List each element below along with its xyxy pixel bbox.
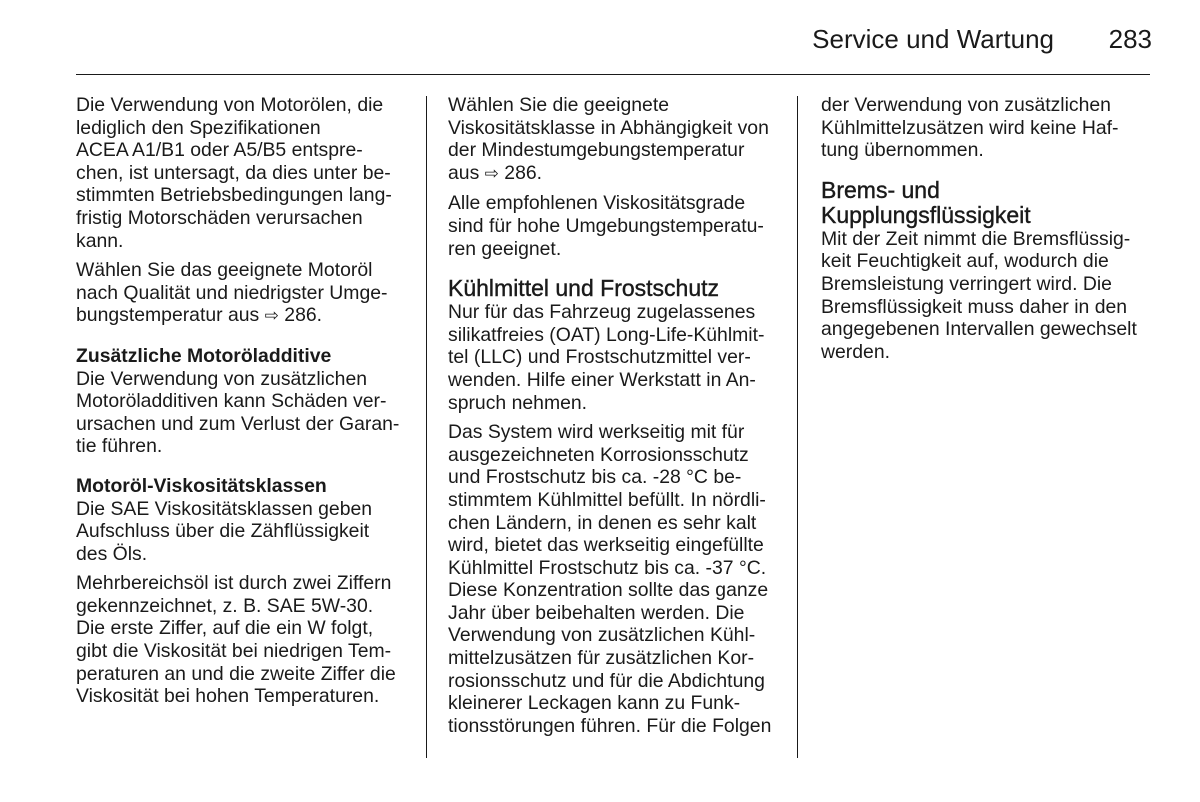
section-title: Service und Wartung	[812, 24, 1054, 54]
text-line: fristig Motorschäden verursachen	[76, 206, 363, 229]
text-line: tel (LLC) und Frostschutzmittel ver-	[448, 346, 751, 369]
text-fragment: aus	[448, 161, 480, 184]
paragraph-coolant-system	[448, 421, 784, 737]
heading-coolant-antifreeze: Kühlmittel und Frostschutz	[448, 275, 720, 302]
text-line: Verwendung von zusätzlichen Kühl-	[448, 624, 756, 647]
text-line: und Frostschutz bis ca. -28 °C be-	[448, 466, 742, 489]
paragraph-multigrade-oil	[76, 572, 410, 708]
text-line: stimmten Betriebsbedingungen lang-	[76, 184, 392, 207]
text-line: kleinerer Leckagen kann zu Funk-	[448, 692, 741, 715]
text-line: wird, bietet das werkseitig eingefüllte	[448, 534, 764, 557]
text-line: gibt die Viskosität bei niedrigen Tem-	[76, 640, 392, 663]
page-reference-arrow-icon: ⇨	[484, 163, 499, 183]
page-reference-link[interactable]: 286.	[504, 161, 543, 184]
column-3	[821, 94, 1153, 370]
text-line: sind für hohe Umgebungstemperatu-	[448, 214, 764, 237]
text-line: der Verwendung von zusätzlichen	[821, 94, 1111, 116]
text-line: Die Verwendung von zusätzlichen	[76, 367, 368, 390]
text-line: spruch nehmen.	[448, 391, 588, 414]
paragraph-choose-viscosity	[448, 94, 784, 185]
text-line: Motoröladditiven kann Schäden ver-	[76, 390, 387, 413]
text-line: Bremsleistung verringert wird. Die	[821, 272, 1112, 295]
column-divider-2	[797, 96, 798, 758]
text-line: chen, ist untersagt, da dies unter be-	[76, 161, 391, 184]
heading-brake-clutch-fluid	[821, 178, 1153, 228]
text-line: Die SAE Viskositätsklassen geben	[76, 497, 373, 520]
text-line: tionsstörungen führen. Für die Folgen	[448, 714, 772, 737]
paragraph-choose-oil	[76, 259, 410, 328]
subheading-viscosity-classes: Motoröl-Viskositätsklassen	[76, 474, 327, 497]
text-line: Kühlmittelzusätzen wird keine Haf-	[821, 116, 1119, 139]
text-line: Die erste Ziffer, auf die ein W folgt,	[76, 617, 374, 640]
paragraph-no-liability	[821, 94, 1153, 162]
text-line: lediglich den Spezifikationen	[76, 116, 321, 139]
text-line: silikatfreies (OAT) Long-Life-Kühlmit-	[448, 323, 765, 346]
paragraph-acea-restriction	[76, 94, 410, 252]
text-fragment: bungstemperatur aus	[76, 304, 260, 327]
text-line: tie führen.	[76, 435, 163, 458]
column-divider-1	[426, 96, 427, 758]
text-line	[76, 304, 410, 328]
text-line: Aufschluss über die Zähflüssigkeit	[76, 520, 370, 543]
text-line: peraturen an und die zweite Ziffer die	[76, 662, 396, 685]
column-1	[76, 94, 410, 715]
text-line	[448, 162, 784, 186]
text-line: Mehrbereichsöl ist durch zwei Ziffern	[76, 572, 392, 595]
text-line: Das System wird werkseitig mit für	[448, 421, 745, 444]
paragraph-brake-fluid	[821, 228, 1153, 364]
text-line: Nur für das Fahrzeug zugelassenes	[448, 301, 756, 324]
text-line: stimmtem Kühlmittel befüllt. In nördli-	[448, 488, 766, 511]
text-line: Viskositätsklasse in Abhängigkeit von	[448, 116, 769, 139]
text-line: tung übernommen.	[821, 139, 984, 162]
text-line: wenden. Hilfe einer Werkstatt in An-	[448, 368, 756, 391]
column-2	[448, 94, 784, 744]
paragraph-sae-classes	[76, 498, 410, 566]
page-number: 283	[1108, 24, 1152, 54]
header-divider	[76, 74, 1150, 75]
text-line: Bremsflüssigkeit muss daher in den	[821, 295, 1128, 318]
text-line: ren geeignet.	[448, 237, 562, 260]
text-line: der Mindestumgebungstemperatur	[448, 139, 745, 162]
text-line: Jahr über beibehalten werden. Die	[448, 601, 745, 624]
text-line: keit Feuchtigkeit auf, wodurch die	[821, 250, 1109, 273]
text-line: rosionsschutz und für die Abdichtung	[448, 669, 765, 692]
text-line: chen Ländern, in denen es sehr kalt	[448, 511, 757, 534]
paragraph-coolant-approved	[448, 301, 784, 414]
paragraph-recommended-grades	[448, 192, 784, 260]
text-line: Mit der Zeit nimmt die Bremsflüssig-	[821, 227, 1131, 250]
text-line: Wählen Sie die geeignete	[448, 94, 669, 116]
heading-line: Brems- und	[821, 176, 940, 203]
page-reference-link[interactable]: 286.	[284, 304, 323, 327]
text-line: Kühlmittel Frostschutz bis ca. -37 °C.	[448, 556, 767, 579]
text-line: kann.	[76, 229, 124, 252]
text-line: ausgezeichneten Korrosionsschutz	[448, 443, 749, 466]
text-line: ursachen und zum Verlust der Garan-	[76, 412, 400, 435]
subheading-oil-additives: Zusätzliche Motoröladditive	[76, 344, 332, 367]
paragraph-oil-additives	[76, 368, 410, 458]
text-line: Alle empfohlenen Viskositätsgrade	[448, 192, 746, 215]
heading-line: Kupplungsflüssigkeit	[821, 201, 1031, 228]
text-line: des Öls.	[76, 542, 148, 565]
page-reference-arrow-icon: ⇨	[264, 306, 279, 326]
text-line: Wählen Sie das geeignete Motoröl	[76, 259, 373, 282]
text-line: angegebenen Intervallen gewechselt	[821, 318, 1137, 341]
text-line: werden.	[821, 340, 890, 363]
text-line: gekennzeichnet, z. B. SAE 5W-30.	[76, 594, 374, 617]
text-line: Viskosität bei hohen Temperaturen.	[76, 685, 380, 708]
text-line: ACEA A1/B1 oder A5/B5 entspre-	[76, 139, 363, 162]
text-line: Diese Konzentration sollte das ganze	[448, 579, 769, 602]
text-line: Die Verwendung von Motorölen, die	[76, 94, 384, 116]
text-line: mittelzusätzen für zusätzlichen Kor-	[448, 647, 755, 670]
text-line: nach Qualität und niedrigster Umge-	[76, 281, 388, 304]
